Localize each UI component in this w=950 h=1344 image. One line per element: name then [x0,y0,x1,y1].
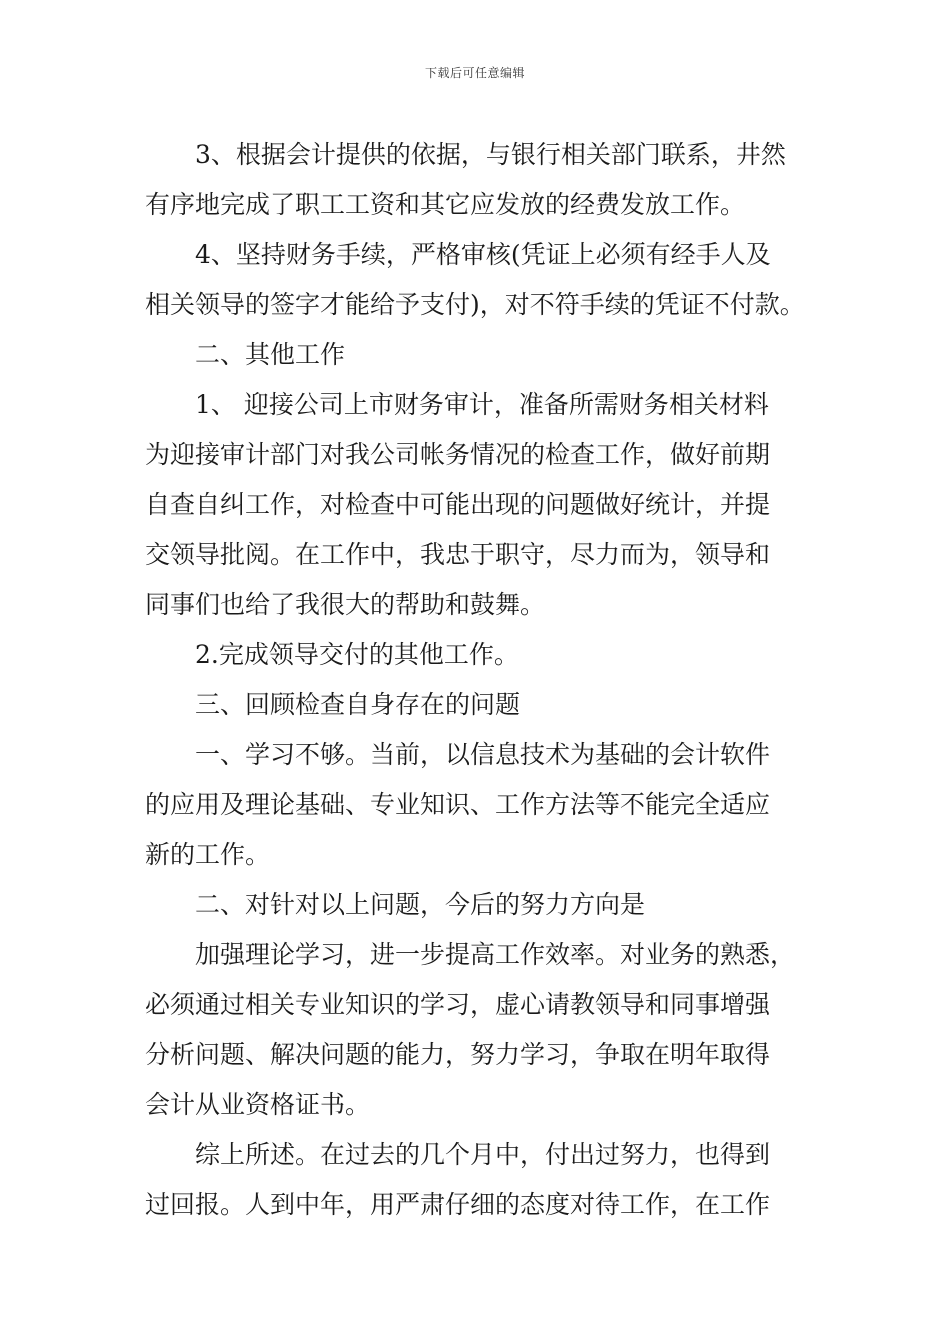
text-line: 综上所述。在过去的几个月中，付出过努力，也得到 [195,1140,771,1169]
text-line: 4、坚持财务手续，严格审核(凭证上必须有经手人及 [195,240,771,269]
text-line: 二、对针对以上问题，今后的努力方向是 [195,890,646,919]
text-line: 交领导批阅。在工作中，我忠于职守，尽力而为，领导和 [145,540,771,569]
text-line: 为迎接审计部门对我公司帐务情况的检查工作，做好前期 [145,440,771,469]
text-line: 1、 迎接公司上市财务审计，准备所需财务相关材料 [195,390,769,419]
text-line: 2.完成领导交付的其他工作。 [195,640,519,669]
text-line: 必须通过相关专业知识的学习，虚心请教领导和同事增强 [145,990,771,1019]
text-line: 三、回顾检查自身存在的问题 [195,690,521,719]
text-line: 有序地完成了职工工资和其它应发放的经费发放工作。 [145,190,746,219]
text-line: 会计从业资格证书。 [145,1090,371,1119]
document-body [145,130,810,1230]
text-line: 同事们也给了我很大的帮助和鼓舞。 [145,590,546,619]
text-line: 加强理论学习，进一步提高工作效率。对业务的熟悉， [195,940,796,969]
text-line: 3、根据会计提供的依据，与银行相关部门联系，井然 [195,140,786,169]
text-line: 相关领导的签字才能给予支付)，对不符手续的凭证不付款。 [145,290,805,319]
text-line: 的应用及理论基础、专业知识、工作方法等不能完全适应 [145,790,771,819]
text-line: 一、学习不够。当前，以信息技术为基础的会计软件 [195,740,771,769]
page-header: 下载后可任意编辑 [424,66,525,80]
text-line: 分析问题、解决问题的能力，努力学习，争取在明年取得 [145,1040,771,1069]
text-line: 二、其他工作 [195,340,346,369]
text-line: 过回报。人到中年，用严肃仔细的态度对待工作，在工作 [145,1190,771,1219]
text-line: 新的工作。 [145,840,271,869]
text-line: 自查自纠工作，对检查中可能出现的问题做好统计，并提 [145,490,771,519]
